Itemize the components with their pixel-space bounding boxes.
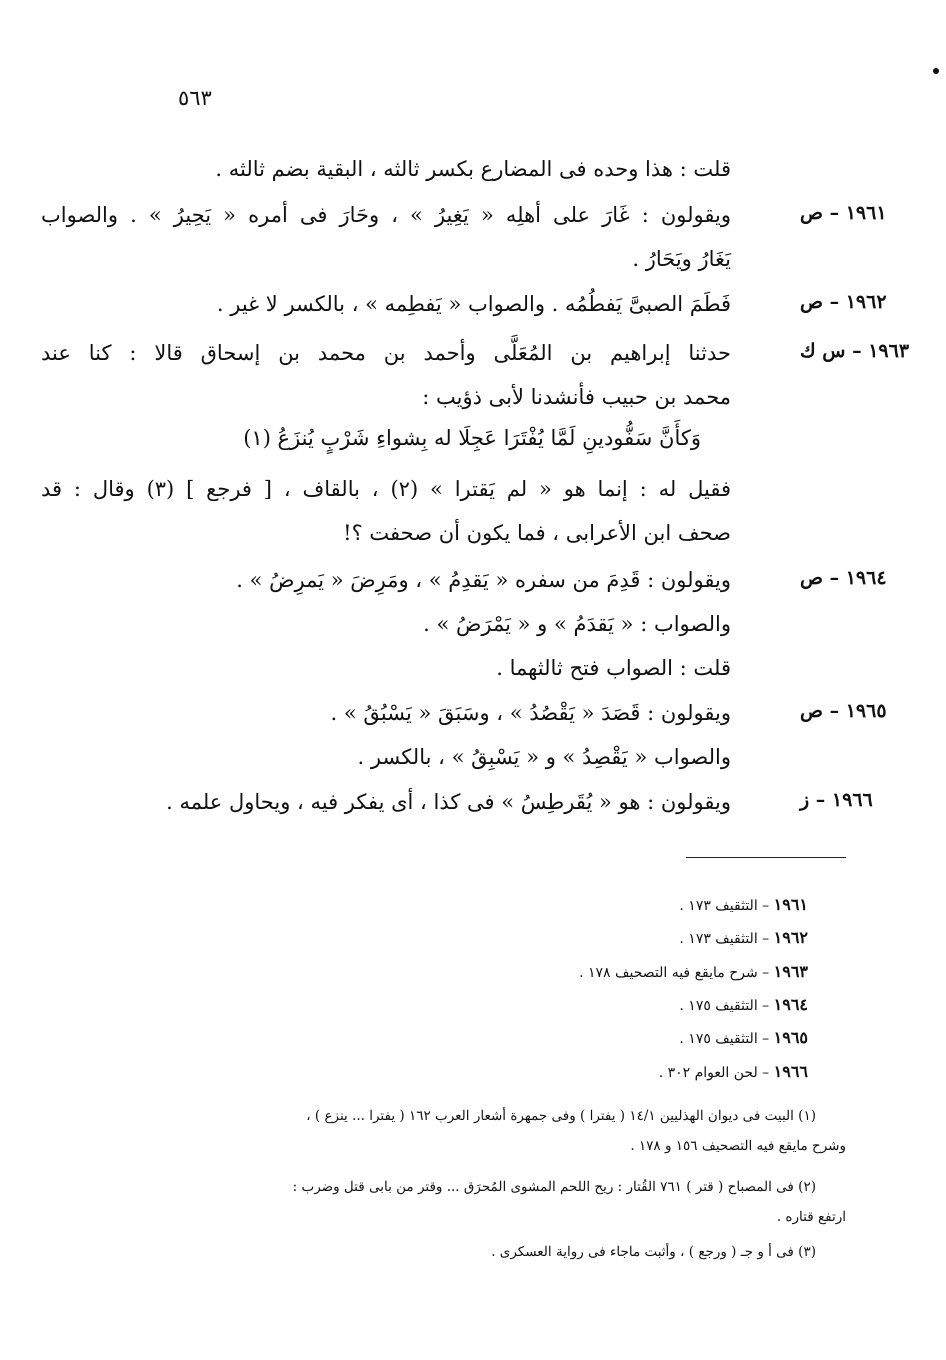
- entry-number: ١٩٦٥ – ص: [800, 700, 887, 722]
- text-line: حدثنا إبراهيم بن المُعَلَّى وأحمد بن محمد بن إسحاق قالا : كنا عند: [41, 341, 731, 365]
- footnote: (١) البيت فى ديوان الهذليين ١٤/١ ( يفترا ) وفى جمهرة أشعار العرب ١٦٢ ( يفترا ... ينزع ) ،: [306, 1108, 816, 1124]
- source-number: ١٩٦٣: [773, 962, 808, 981]
- source-number: ١٩٦٢: [773, 928, 808, 947]
- source-number: ١٩٦٥: [773, 1028, 808, 1047]
- text-line: محمد بن حبيب فأنشدنا لأبى ذؤيب :: [422, 385, 731, 409]
- source-item: [679, 928, 808, 947]
- text-line: ويقولون : قَصَدَ « يَقْصُدُ » ، وسَبَقَ « يَسْبُقُ » .: [330, 701, 731, 725]
- text-line: صحف ابن الأعرابى ، فما يكون أن صحفت ؟!: [343, 521, 731, 545]
- footnote: وشرح مايقع فيه التصحيف ١٥٦ و ١٧٨ .: [630, 1138, 846, 1154]
- source-text: – شرح مايقع فيه التصحيف ١٧٨ .: [579, 965, 770, 981]
- verse-line: وَكأَنَّ سَفُّودينِ لَمَّا يُفْتَرَا عَجِلَا له بِشواءِ شَرْبٍ يُنزَعُ (١): [243, 426, 701, 450]
- source-item: [579, 962, 808, 981]
- entry-number: ١٩٦٣ – س ك: [800, 340, 910, 362]
- margin-dot: [933, 68, 939, 74]
- source-item: [679, 995, 808, 1014]
- text-line: والصواب : « يَقدَمُ » و « يَمْرَضُ » .: [423, 612, 731, 636]
- footnote: ارتفع قتاره .: [776, 1209, 846, 1225]
- source-text: – التثقيف ١٧٥ .: [679, 998, 770, 1014]
- entry-number: ١٩٦٤ – ص: [800, 567, 887, 589]
- footnote: (٢) فى المصباح ( قتر ) ٧٦١ القُتار : ريح اللحم المشوى المُحرَق ... وقتر من بابى قتل وضرب :: [292, 1179, 816, 1195]
- source-text: – التثقيف ١٧٥ .: [679, 1031, 770, 1047]
- text-line: والصواب « يَقْصِدُ » و « يَسْبِقُ » ، بالكسر .: [357, 745, 731, 769]
- source-text: – التثقيف ١٧٣ .: [679, 931, 770, 947]
- text-line: ويقولون : هو « يُقَرطِسُ » فى كذا ، أى يفكر فيه ، ويحاول علمه .: [166, 790, 731, 814]
- text-line: قلت : هذا وحده فى المضارع بكسر ثالثه ، البقية بضم ثالثه .: [215, 157, 731, 181]
- entry-number: ١٩٦٢ – ص: [800, 291, 887, 313]
- source-number: ١٩٦١: [773, 895, 808, 914]
- separator-line: [686, 857, 846, 858]
- page-number: ٥٦٣: [178, 86, 212, 110]
- source-text: – لحن العوام ٣٠٢ .: [658, 1065, 770, 1081]
- text-line: ويقولون : قَدِمَ من سفره « يَقدِمُ » ، ومَرِضَ « يَمرِضُ » .: [236, 568, 731, 592]
- source-text: – التثقيف ١٧٣ .: [679, 898, 770, 914]
- source-number: ١٩٦٤: [773, 995, 808, 1014]
- source-item: [659, 1062, 808, 1081]
- text-line: فَطَمَ الصبىَّ يَفطُمُه . والصواب « يَفطِمه » ، بالكسر لا غير .: [216, 292, 731, 316]
- footnote: (٣) فى أ و جـ ( ورجع ) ، وأثبت ماجاء فى رواية العسكرى .: [491, 1244, 816, 1260]
- text-line: قلت : الصواب فتح ثالثهما .: [496, 656, 731, 680]
- entry-number: ١٩٦٦ – ز: [800, 789, 873, 811]
- source-item: [679, 895, 808, 914]
- source-number: ١٩٦٦: [773, 1062, 808, 1081]
- source-item: [679, 1028, 808, 1047]
- text-line: فقيل له : إنما هو « لم يَقترا » (٢) ، بالقاف ، [ فرجع ] (٣) وقال : قد: [41, 477, 731, 501]
- text-line: يَغَارُ ويَحَارُ .: [632, 247, 731, 271]
- text-line: ويقولون : غَارَ على أهلِه « يَغِيرُ » ، وحَارَ فى أمره « يَحِيرُ » . والصواب: [41, 203, 731, 227]
- entry-number: ١٩٦١ – ص: [800, 202, 887, 224]
